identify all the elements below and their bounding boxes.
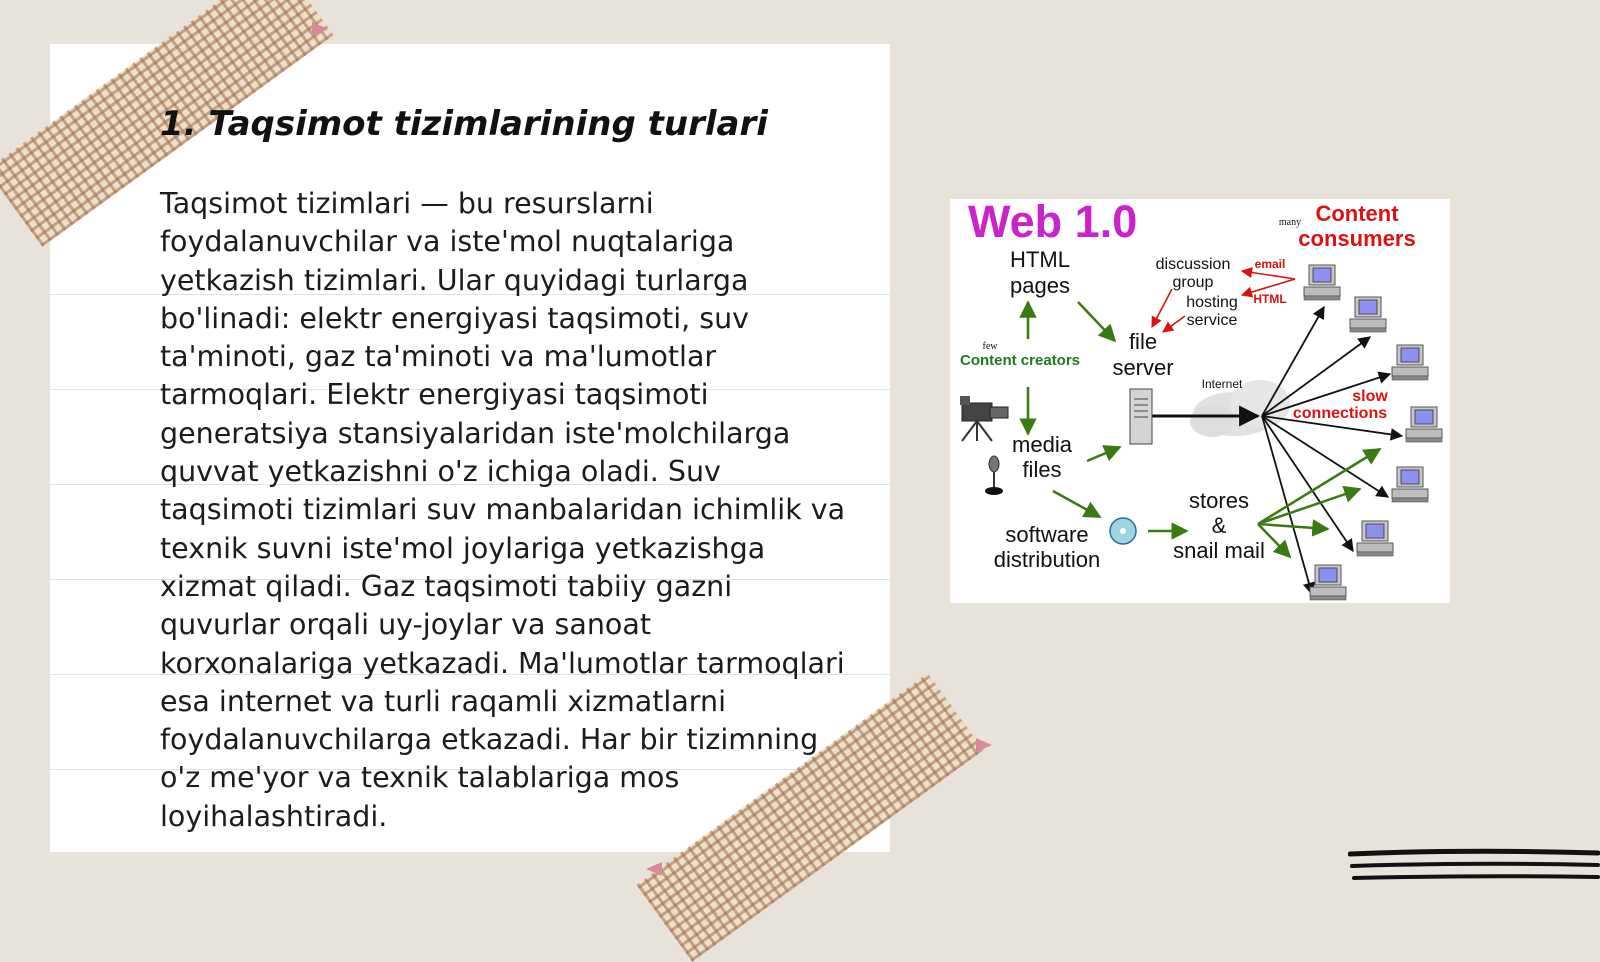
consumer-computer-icon <box>1392 345 1428 380</box>
label-email: email <box>1254 257 1286 271</box>
label-html-pages-2: pages <box>1010 273 1070 298</box>
label-few: few <box>982 341 998 352</box>
pin-mark-top <box>312 22 328 36</box>
diagram-heading: Web 1.0 <box>968 199 1138 247</box>
label-slow-2: connections <box>1292 405 1388 422</box>
label-consumers-1: Content <box>1315 201 1399 226</box>
slide-paragraph: Taqsimot tizimlari — bu resurslarni foydalanuvchilar va iste'mol nuqtalariga yetkazish tizimlari. Ular quyidagi turlarga bo'linadi: elektr energiyasi taqsimoti, suv ta'minoti, gaz ta'minoti va ma'lumotlar tarmoqlari. Elektr energiyasi taqsimoti generatsiya stansiyalaridan iste'molchilarga quvvat yetkazishni o'z ichiga oladi. Suv taqsimoti tizimlari suv manbalaridan ichimlik va texnik suvni iste'mol joylariga yetkazishga xizmat qiladi. Gaz taqsimoti tabiiy gazni quvurlar orqali uy-joylar va sanoat korxonalariga yetkazadi. Ma'lumotlar tarmoqlari esa internet va turli raqamli xizmatlarni foydalanuvchilarga etkazadi. Har bir tizimning o'z me'yor va texnik talablariga mos loyihalashtiradi. <box>160 187 846 833</box>
pin-mark-bottom-left <box>646 862 662 876</box>
label-hosting-2: service <box>1186 312 1238 329</box>
web1-diagram-svg <box>950 199 1450 603</box>
label-stores-2: & <box>1211 513 1227 538</box>
label-file-server-2: server <box>1112 355 1174 380</box>
camera-icon <box>960 396 1008 441</box>
label-hosting-1: hosting <box>1186 294 1238 311</box>
web1-diagram <box>950 199 1450 603</box>
label-html-tag: HTML <box>1253 292 1287 306</box>
microphone-icon <box>985 456 1003 495</box>
decorative-brush-strokes <box>1348 848 1600 888</box>
label-media-files-1: media <box>1012 432 1072 457</box>
label-software-2: distribution <box>993 547 1101 572</box>
label-internet: Internet <box>1201 377 1243 391</box>
label-slow-1: slow <box>1352 388 1388 405</box>
label-stores-1: stores <box>1189 488 1249 513</box>
consumer-computer-icon <box>1350 297 1386 332</box>
label-media-files-2: files <box>1022 457 1062 482</box>
consumer-computer-icon <box>1310 565 1346 600</box>
consumer-computer-icon <box>1304 265 1340 300</box>
label-discussion-1: discussion <box>1155 256 1231 273</box>
consumer-computer-icon <box>1357 521 1393 556</box>
pin-mark-bottom <box>976 738 992 752</box>
label-discussion-2: group <box>1172 274 1214 291</box>
file-server-icon <box>1130 389 1152 444</box>
consumer-computer-icon <box>1406 407 1442 442</box>
consumer-computer-icon <box>1392 467 1428 502</box>
label-html-pages-1: HTML <box>1010 247 1070 272</box>
cd-icon <box>1110 518 1136 544</box>
slide-title: 1. Taqsimot tizimlarining turlari <box>160 104 768 144</box>
label-consumers-2: consumers <box>1298 226 1416 251</box>
label-many: many <box>1278 217 1302 228</box>
label-content-creators: Content creators <box>959 352 1081 369</box>
label-stores-3: snail mail <box>1173 538 1265 563</box>
label-software-1: software <box>1005 522 1089 547</box>
label-file-server-1: file <box>1128 329 1158 354</box>
